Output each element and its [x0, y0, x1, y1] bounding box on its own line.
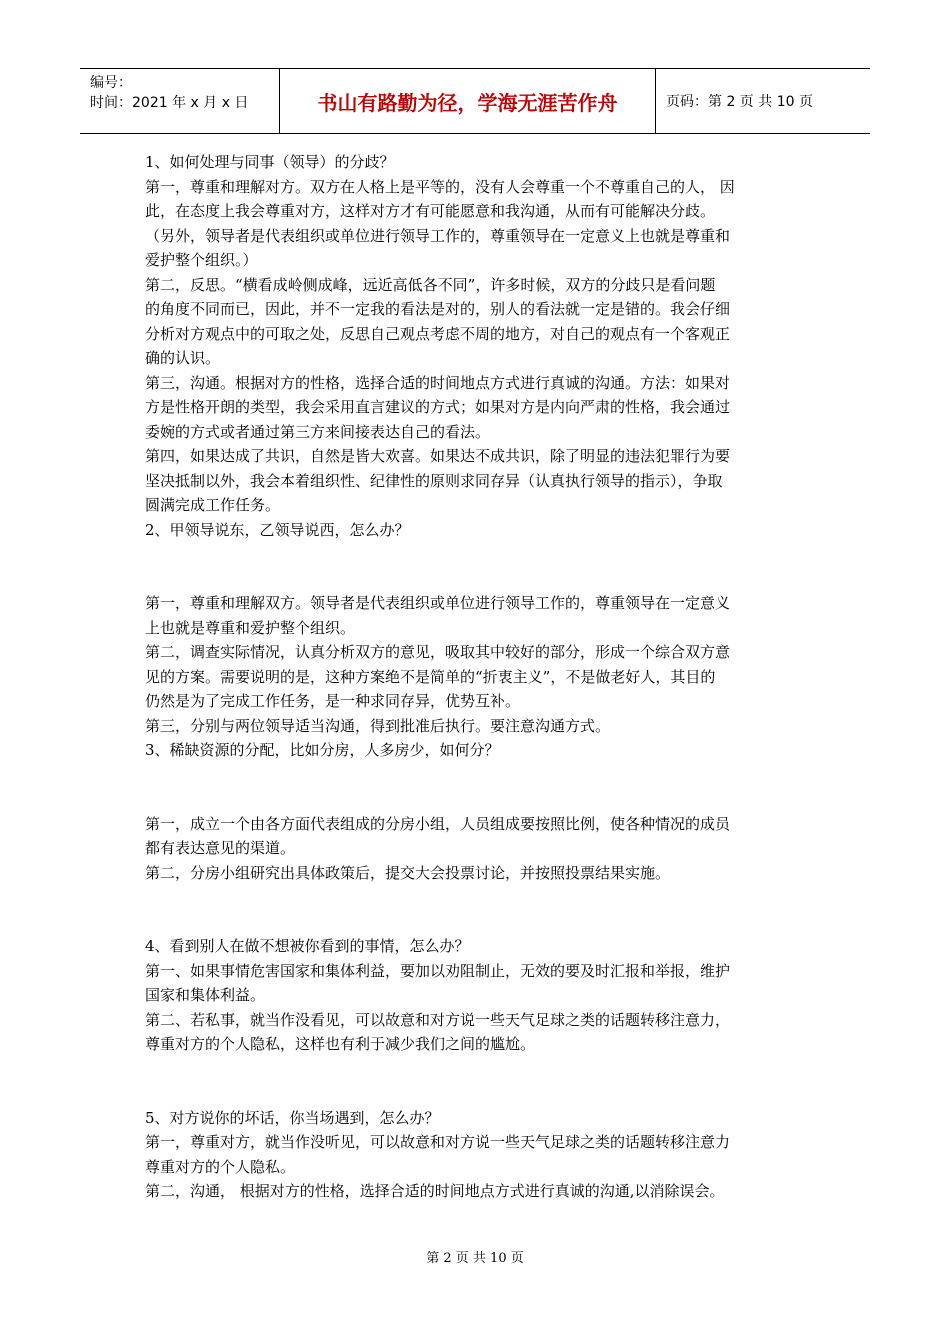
paragraph-line: 第二、若私事，就当作没看见，可以故意和对方说一些天气足球之类的话题转移注意力， — [145, 1010, 731, 1029]
paragraph-line: 坚决抵制以外，我会本着组织性、纪律性的原则求同存异（认真执行领导的指示），争取 — [145, 471, 723, 490]
header-motto: 书山有路勤为径，学海无涯苦作舟 — [280, 69, 656, 133]
paragraph-line: 圆满完成工作任务。 — [145, 496, 281, 514]
document-number-label: 编号： — [90, 75, 132, 91]
paragraph-line: 第二，调查实际情况，认真分析双方的意见，吸取其中较好的部分，形成一个综合双方意 — [145, 643, 731, 661]
page-footer: 第 2 页 共 10 页 — [426, 1251, 524, 1266]
paragraph-line: 都有表达意见的渠道。 — [145, 839, 296, 857]
blank-space — [145, 542, 815, 591]
document-header — [80, 68, 870, 134]
paragraph-line: 第四，如果达成了共识，自然是皆大欢喜。如果达不成共识，除了明显的违法犯罪行为要 — [145, 447, 731, 465]
question-heading: 4、看到别人在做不想被你看到的事情，怎么办？ — [145, 937, 470, 955]
paragraph-line: 仍然是为了完成工作任务，是一种求同存异，优势互补。 — [145, 692, 521, 710]
paragraph-line: 方是性格开朗的类型，我会采用直言建议的方式；如果对方是内向严肃的性格，我会通过 — [145, 398, 731, 416]
paragraph-line: 确的认识。 — [145, 349, 221, 367]
blank-space — [145, 763, 815, 812]
paragraph-line: 爱护整个组织。） — [145, 251, 258, 269]
paragraph-line: 委婉的方式或者通过第三方来间接表达自己的看法。 — [145, 422, 491, 441]
paragraph-line: 第二，沟通， 根据对方的性格，选择合适的时间地点方式进行真诚的沟通,以消除误会。 — [145, 1182, 725, 1200]
paragraph-line: 第一、如果事情危害国家和集体利益，要加以劝阻制止，无效的要及时汇报和举报，维护 — [145, 961, 731, 980]
question-heading: 3、稀缺资源的分配，比如分房，人多房少，如何分？ — [145, 741, 500, 759]
question-heading: 1、如何处理与同事（领导）的分歧？ — [145, 153, 395, 171]
document-date-label: 时间：2021 年 x 月 x 日 — [90, 95, 249, 111]
header-page-number: 页码：第 2 页 共 10 页 — [666, 94, 813, 110]
paragraph-line: 第三，分别与两位领导适当沟通，得到批准后执行。要注意沟通方式。 — [145, 716, 611, 735]
blank-space — [145, 1057, 815, 1106]
paragraph-line: 尊重对方的个人隐私。 — [145, 1157, 296, 1176]
question-heading: 5、对方说你的坏话，你当场遇到，怎么办？ — [145, 1108, 440, 1127]
header-meta — [80, 69, 280, 133]
paragraph-line: 分析对方观点中的可取之处，反思自己观点考虑不周的地方，对自己的观点有一个客观正 — [145, 324, 731, 343]
paragraph-line: 上也就是尊重和爱护整个组织。 — [145, 618, 356, 637]
paragraph-line: 第一，成立一个由各方面代表组成的分房小组，人员组成要按照比例，使各种情况的成员 — [145, 814, 731, 833]
paragraph-line: 国家和集体利益。 — [145, 986, 266, 1004]
paragraph-line: 第一，尊重和理解对方。双方在人格上是平等的，没有人会尊重一个不尊重自己的人， 因 — [145, 177, 735, 196]
paragraph-line: 第三，沟通。根据对方的性格，选择合适的时间地点方式进行真诚的沟通。方法：如果对 — [145, 373, 731, 392]
paragraph-line: 第二，分房小组研究出具体政策后，提交大会投票讨论，并按照投票结果实施。 — [145, 863, 671, 882]
paragraph-line: 第一，尊重对方，就当作没听见，可以故意和对方说一些天气足球之类的话题转移注意力 — [145, 1133, 731, 1151]
paragraph-line: 第二，反思。“横看成岭侧成峰，远近高低各不同”，许多时候，双方的分歧只是看问题 — [145, 275, 716, 294]
paragraph-line: 第一，尊重和理解双方。领导者是代表组织或单位进行领导工作的，尊重领导在一定意义 — [145, 594, 731, 612]
paragraph-line: 的角度不同而已，因此，并不一定我的看法是对的，别人的看法就一定是错的。我会仔细 — [145, 300, 731, 318]
paragraph-line: （另外，领导者是代表组织或单位进行领导工作的，尊重领导在一定意义上也就是尊重和 — [145, 226, 731, 245]
document-body — [145, 150, 815, 1204]
paragraph-line: 见的方案。需要说明的是，这种方案绝不是简单的“折衷主义”，不是做老好人，其目的 — [145, 667, 716, 686]
blank-space — [145, 885, 815, 934]
paragraph-line: 尊重对方的个人隐私，这样也有利于减少我们之间的尴尬。 — [145, 1035, 536, 1053]
paragraph-line: 此，在态度上我会尊重对方，这样对方才有可能愿意和我沟通，从而有可能解决分歧。 — [145, 202, 716, 220]
question-heading: 2、甲领导说东，乙领导说西，怎么办？ — [145, 520, 410, 539]
